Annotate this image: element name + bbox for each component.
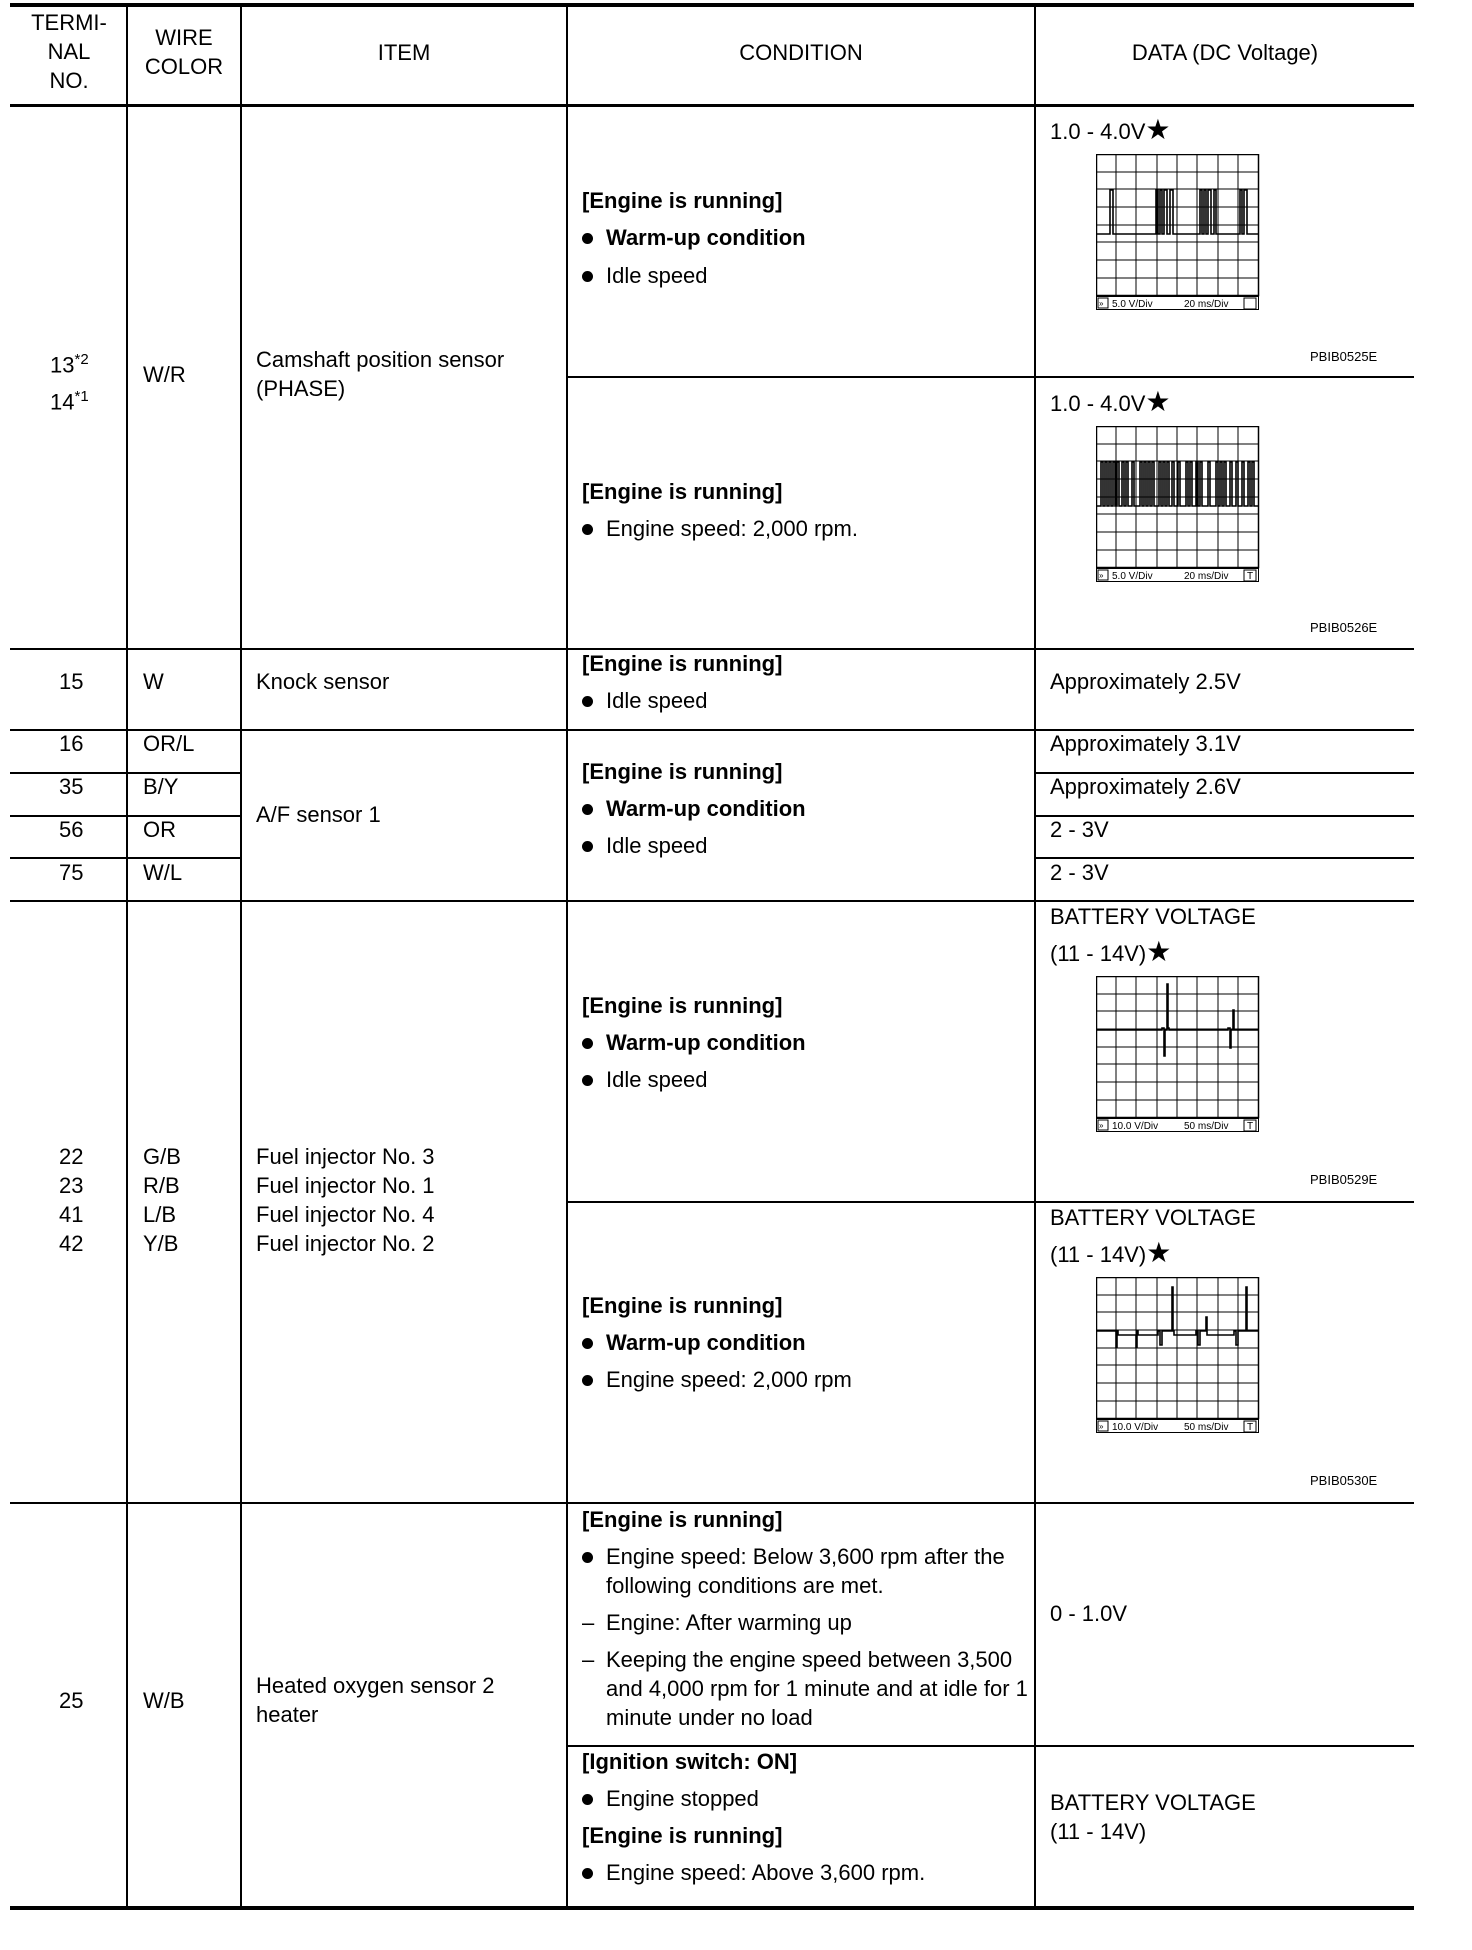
inj-scope1-code: PBIB0529E: [1310, 1172, 1378, 1187]
knock-cond-title: [Engine is running]: [582, 651, 783, 676]
cam-cond1-bullet1: Warm-up condition: [582, 223, 806, 252]
heater-cond2-bullet1: Engine stopped: [582, 1784, 759, 1813]
header-item: ITEM: [377, 40, 431, 65]
af-divider-2-left: [10, 815, 241, 817]
af-terminal-4: 75: [59, 860, 84, 885]
af-wire-2: B/Y: [143, 774, 179, 799]
svg-text:T: T: [1247, 1422, 1254, 1433]
inj-terminal-2: 23: [59, 1173, 84, 1198]
table-top-rule: [10, 3, 1414, 7]
inj-wire-2: R/B: [143, 1173, 180, 1198]
scope-waveform-cam-idle: [1096, 154, 1266, 340]
af-cond-title: [Engine is running]: [582, 759, 783, 784]
svg-text:10.0 V/Div: 10.0 V/Div: [1112, 1422, 1159, 1433]
af-data-4: 2 - 3V: [1050, 860, 1109, 885]
inj-data1-line1: BATTERY VOLTAGE: [1050, 904, 1256, 929]
heater-cond2-title1: [Ignition switch: ON]: [582, 1749, 798, 1774]
heater-item-line1: Heated oxygen sensor 2: [256, 1673, 495, 1698]
af-terminal-3: 56: [59, 817, 84, 842]
inj-data2-line1: BATTERY VOLTAGE: [1050, 1205, 1256, 1230]
inj-wire-4: Y/B: [143, 1231, 179, 1256]
svg-text:»: »: [1099, 299, 1104, 308]
af-wire-1: OR/L: [143, 731, 195, 756]
inj-cond2-bullet2: Engine speed: 2,000 rpm: [582, 1365, 852, 1394]
cam-terminal-a: 13$^{*2}$: [50, 351, 89, 378]
header-data: DATA (DC Voltage): [1131, 40, 1319, 65]
inj-item-4: Fuel injector No. 2: [256, 1231, 435, 1256]
heater-cond1-bullet1: Engine speed: Below 3,600 rpm after the following conditions are met.: [582, 1542, 1026, 1600]
knock-terminal: 15: [59, 669, 84, 694]
af-data-2: Approximately 2.6V: [1050, 774, 1241, 799]
svg-text:T: T: [1247, 1121, 1254, 1132]
heater-cond2-title2: [Engine is running]: [582, 1823, 783, 1848]
scope-waveform-cam-2000rpm: [1096, 426, 1266, 612]
svg-text:»: »: [1099, 1121, 1104, 1130]
knock-wire: W: [143, 669, 164, 694]
header-condition: CONDITION: [739, 40, 863, 65]
heater-cond2-bullet2: Engine speed: Above 3,600 rpm.: [582, 1858, 925, 1887]
svg-text:20 ms/Div: 20 ms/Div: [1184, 299, 1229, 310]
star-icon: ★: [1146, 936, 1172, 967]
cam-data1: 1.0 - 4.0V★: [1050, 114, 1171, 145]
cam-item-line2: (PHASE): [256, 376, 346, 401]
inj-data2-line2: (11 - 14V)★: [1050, 1237, 1172, 1268]
af-divider-1-left: [10, 772, 241, 774]
svg-text:»: »: [1099, 1422, 1104, 1431]
cam-wire: W/R: [143, 362, 186, 387]
cam-cond1-title: [Engine is running]: [582, 188, 783, 213]
cam-cond2-bullet1: Engine speed: 2,000 rpm.: [582, 514, 858, 543]
scope-waveform-inj-2000rpm: [1096, 1277, 1266, 1463]
cam-cond2-title: [Engine is running]: [582, 479, 783, 504]
cam-cond1-bullet2: Idle speed: [582, 261, 708, 290]
inj-terminal-1: 22: [59, 1144, 84, 1169]
row-divider-inj: [10, 1502, 1414, 1504]
svg-text:10.0 V/Div: 10.0 V/Div: [1112, 1121, 1159, 1132]
header-terminal-no: TERMI- NAL NO.: [31, 10, 107, 93]
cam-scope2-code: PBIB0526E: [1310, 620, 1378, 635]
heater-item-line2: heater: [256, 1702, 319, 1727]
inj-sub-divider: [566, 1201, 1414, 1203]
af-item: A/F sensor 1: [256, 802, 381, 827]
cam-data2: 1.0 - 4.0V★: [1050, 386, 1171, 417]
knock-data: Approximately 2.5V: [1050, 669, 1241, 694]
cam-scope1-code: PBIB0525E: [1310, 349, 1378, 364]
heater-wire: W/B: [143, 1688, 185, 1713]
inj-data1-line2: (11 - 14V)★: [1050, 936, 1172, 967]
col-divider-2: [240, 5, 242, 1908]
inj-cond1-bullet1: Warm-up condition: [582, 1028, 806, 1057]
cam-sub-divider: [566, 376, 1414, 378]
af-wire-3: OR: [143, 817, 176, 842]
inj-cond2-bullet1: Warm-up condition: [582, 1328, 806, 1357]
inj-cond1-title: [Engine is running]: [582, 993, 783, 1018]
af-data-3: 2 - 3V: [1050, 817, 1109, 842]
star-icon: ★: [1145, 114, 1171, 145]
table-bottom-rule: [10, 1906, 1414, 1910]
svg-text:T: T: [1247, 571, 1254, 582]
scope-waveform-inj-idle: [1096, 976, 1266, 1162]
inj-cond2-title: [Engine is running]: [582, 1293, 783, 1318]
knock-cond-bullet1: Idle speed: [582, 686, 708, 715]
af-data-1: Approximately 3.1V: [1050, 731, 1241, 756]
svg-text:»: »: [1099, 571, 1104, 580]
header-wire-color: WIRE COLOR: [144, 25, 224, 79]
svg-text:5.0 V/Div: 5.0 V/Div: [1112, 571, 1153, 582]
heater-cond1-dash2: – Keeping the engine speed between 3,500 and 4,000 rpm for 1 minute and at idle for 1 minute under no load: [582, 1645, 1032, 1732]
col-divider-1: [126, 5, 128, 1908]
af-cond-bullet2: Idle speed: [582, 831, 708, 860]
af-terminal-1: 16: [59, 731, 84, 756]
af-terminal-2: 35: [59, 774, 84, 799]
inj-terminal-4: 42: [59, 1231, 84, 1256]
col-divider-3: [566, 5, 568, 1908]
heater-cond1-title: [Engine is running]: [582, 1507, 783, 1532]
inj-cond1-bullet2: Idle speed: [582, 1065, 708, 1094]
heater-terminal: 25: [59, 1688, 84, 1713]
star-icon: ★: [1145, 386, 1171, 417]
header-bottom-rule: [10, 104, 1414, 107]
svg-text:50 ms/Div: 50 ms/Div: [1184, 1121, 1229, 1132]
inj-wire-1: G/B: [143, 1144, 181, 1169]
inj-terminal-3: 41: [59, 1202, 84, 1227]
cam-terminal-b: 14$^{*1}$: [50, 388, 89, 415]
heater-data2-line1: BATTERY VOLTAGE: [1050, 1790, 1256, 1815]
inj-item-3: Fuel injector No. 4: [256, 1202, 435, 1227]
heater-data2-line2: (11 - 14V): [1050, 1819, 1147, 1844]
svg-text:50 ms/Div: 50 ms/Div: [1184, 1422, 1229, 1433]
svg-text:20 ms/Div: 20 ms/Div: [1184, 571, 1229, 582]
inj-scope2-code: PBIB0530E: [1310, 1473, 1378, 1488]
af-cond-bullet1: Warm-up condition: [582, 794, 806, 823]
af-divider-3-left: [10, 857, 241, 859]
inj-item-2: Fuel injector No. 1: [256, 1173, 435, 1198]
inj-wire-3: L/B: [143, 1202, 177, 1227]
col-divider-4: [1034, 5, 1036, 1908]
star-icon: ★: [1146, 1237, 1172, 1268]
af-wire-4: W/L: [143, 860, 183, 885]
heater-cond1-dash1: – Engine: After warming up: [582, 1608, 1026, 1637]
cam-item-line1: Camshaft position sensor: [256, 347, 505, 372]
knock-item: Knock sensor: [256, 669, 390, 694]
inj-item-1: Fuel injector No. 3: [256, 1144, 435, 1169]
heater-data1: 0 - 1.0V: [1050, 1601, 1128, 1626]
svg-text:5.0 V/Div: 5.0 V/Div: [1112, 299, 1153, 310]
